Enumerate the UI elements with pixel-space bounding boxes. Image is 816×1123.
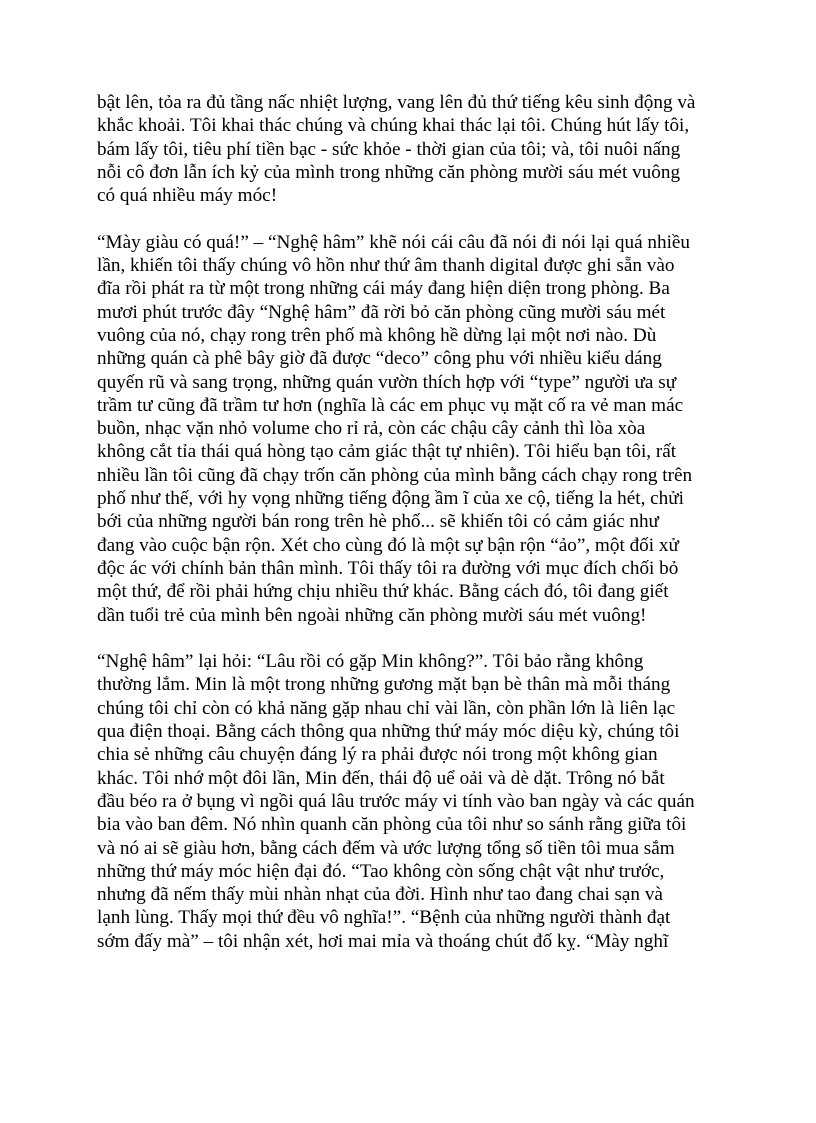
text-line: nhiều lần tôi cũng đã chạy trốn căn phòng của mình bằng cách chạy rong trên: [97, 464, 693, 486]
text-line: sớm đấy mà” – tôi nhận xét, hơi mai mỉa và thoáng chút đố kỵ. “Mày nghĩ: [97, 930, 669, 952]
text-line: đầu béo ra ở bụng vì ngồi quá lâu trước máy vi tính vào ban ngày và các quán: [97, 790, 695, 812]
text-line: dần tuổi trẻ của mình bên ngoài những căn phòng mười sáu mét vuông!: [97, 604, 647, 626]
text-line: bia vào ban đêm. Nó nhìn quanh căn phòng của tôi như so sánh rằng giữa tôi: [97, 814, 687, 836]
text-line: bám lấy tôi, tiêu phí tiền bạc - sức khỏe - thời gian của tôi; và, tôi nuôi nấng: [97, 138, 681, 160]
text-line: “Nghệ hâm” lại hỏi: “Lâu rồi có gặp Min không?”. Tôi bảo rằng không: [97, 651, 644, 673]
text-line: phố như thế, với hy vọng những tiếng động ầm ĩ của xe cộ, tiếng la hét, chửi: [97, 488, 685, 510]
text-line: buồn, nhạc vặn nhỏ volume cho rỉ rả, còn các chậu cây cảnh thì lòa xòa: [97, 418, 646, 440]
text-line: qua điện thoại. Bằng cách thông qua những thứ máy móc diệu kỳ, chúng tôi: [97, 721, 680, 743]
text-line: có quá nhiều máy móc!: [97, 185, 278, 207]
text-line: “Mày giàu có quá!” – “Nghệ hâm” khẽ nói cái câu đã nói đi nói lại quá nhiều: [97, 231, 691, 253]
text-line: bật lên, tỏa ra đủ tầng nấc nhiệt lượng, vang lên đủ thứ tiếng kêu sinh động và: [97, 92, 696, 113]
text-line: một thứ, để rồi phải hứng chịu nhiều thứ khác. Bằng cách đó, tôi đang giết: [97, 581, 669, 603]
text-line: chúng tôi chỉ còn có khả năng gặp nhau chỉ vài lần, còn phần lớn là liên lạc: [97, 697, 676, 719]
text-line: đĩa rồi phát ra từ một trong những cái máy đang hiện diện trong phòng. Ba: [97, 278, 670, 300]
text-line: khác. Tôi nhớ một đôi lần, Min đến, thái độ uể oải và dè dặt. Trông nó bắt: [97, 767, 665, 789]
text-line: khắc khoải. Tôi khai thác chúng và chúng khai thác lại tôi. Chúng hút lấy tôi,: [97, 115, 690, 137]
paragraph: [97, 91, 737, 207]
text-line: bới của những người bán rong trên hè phố... sẽ khiến tôi có cảm giác như: [97, 511, 659, 533]
text-line: quyến rũ và sang trọng, những quán vườn thích hợp với “type” người ưa sự: [97, 371, 677, 393]
body-text: [97, 91, 737, 976]
text-line: lần, khiến tôi thấy chúng vô hồn như thứ âm thanh digital được ghi sẵn vào: [97, 255, 675, 277]
text-line: những quán cà phê bây giờ đã được “deco” công phu với nhiều kiểu dáng: [97, 348, 662, 370]
text-line: và nó ai sẽ giàu hơn, bằng cách đếm và ước lượng tổng số tiền tôi mua sắm: [97, 837, 675, 859]
text-line: thường lắm. Min là một trong những gương mặt bạn bè thân mà mỗi tháng: [97, 674, 671, 696]
text-line: nhưng đã nếm thấy mùi nhàn nhạt của đời. Hình như tao đang chai sạn và: [97, 884, 663, 906]
text-line: những thứ máy móc hiện đại đó. “Tao không còn sống chật vật như trước,: [97, 860, 665, 882]
text-line: nỗi cô đơn lẫn ích kỷ của mình trong những căn phòng mười sáu mét vuông: [97, 161, 681, 183]
text-line: độc ác với chính bản thân mình. Tôi thấy tôi ra đường với mục đích chối bỏ: [97, 557, 679, 579]
text-line: trầm tư cũng đã trầm tư hơn (nghĩa là các em phục vụ mặt cố ra vẻ man mác: [97, 394, 684, 416]
text-line: vuông của nó, chạy rong trên phố mà không hề dừng lại một nơi nào. Dù: [97, 324, 657, 346]
text-line: mươi phút trước đây “Nghệ hâm” đã rời bỏ căn phòng cũng mười sáu mét: [97, 301, 666, 323]
paragraph: [97, 650, 737, 953]
text-line: không cắt tỉa thái quá hòng tạo cảm giác thật tự nhiên). Tôi hiểu bạn tôi, rất: [97, 441, 677, 463]
text-line: đang vào cuộc bận rộn. Xét cho cùng đó là một sự bận rộn “ảo”, một đối xử: [97, 534, 679, 556]
paragraph: [97, 231, 737, 627]
text-line: chia sẻ những câu chuyện đáng lý ra phải được nói trong một không gian: [97, 744, 658, 766]
text-line: lạnh lùng. Thấy mọi thứ đều vô nghĩa!”. “Bệnh của những người thành đạt: [97, 907, 671, 929]
